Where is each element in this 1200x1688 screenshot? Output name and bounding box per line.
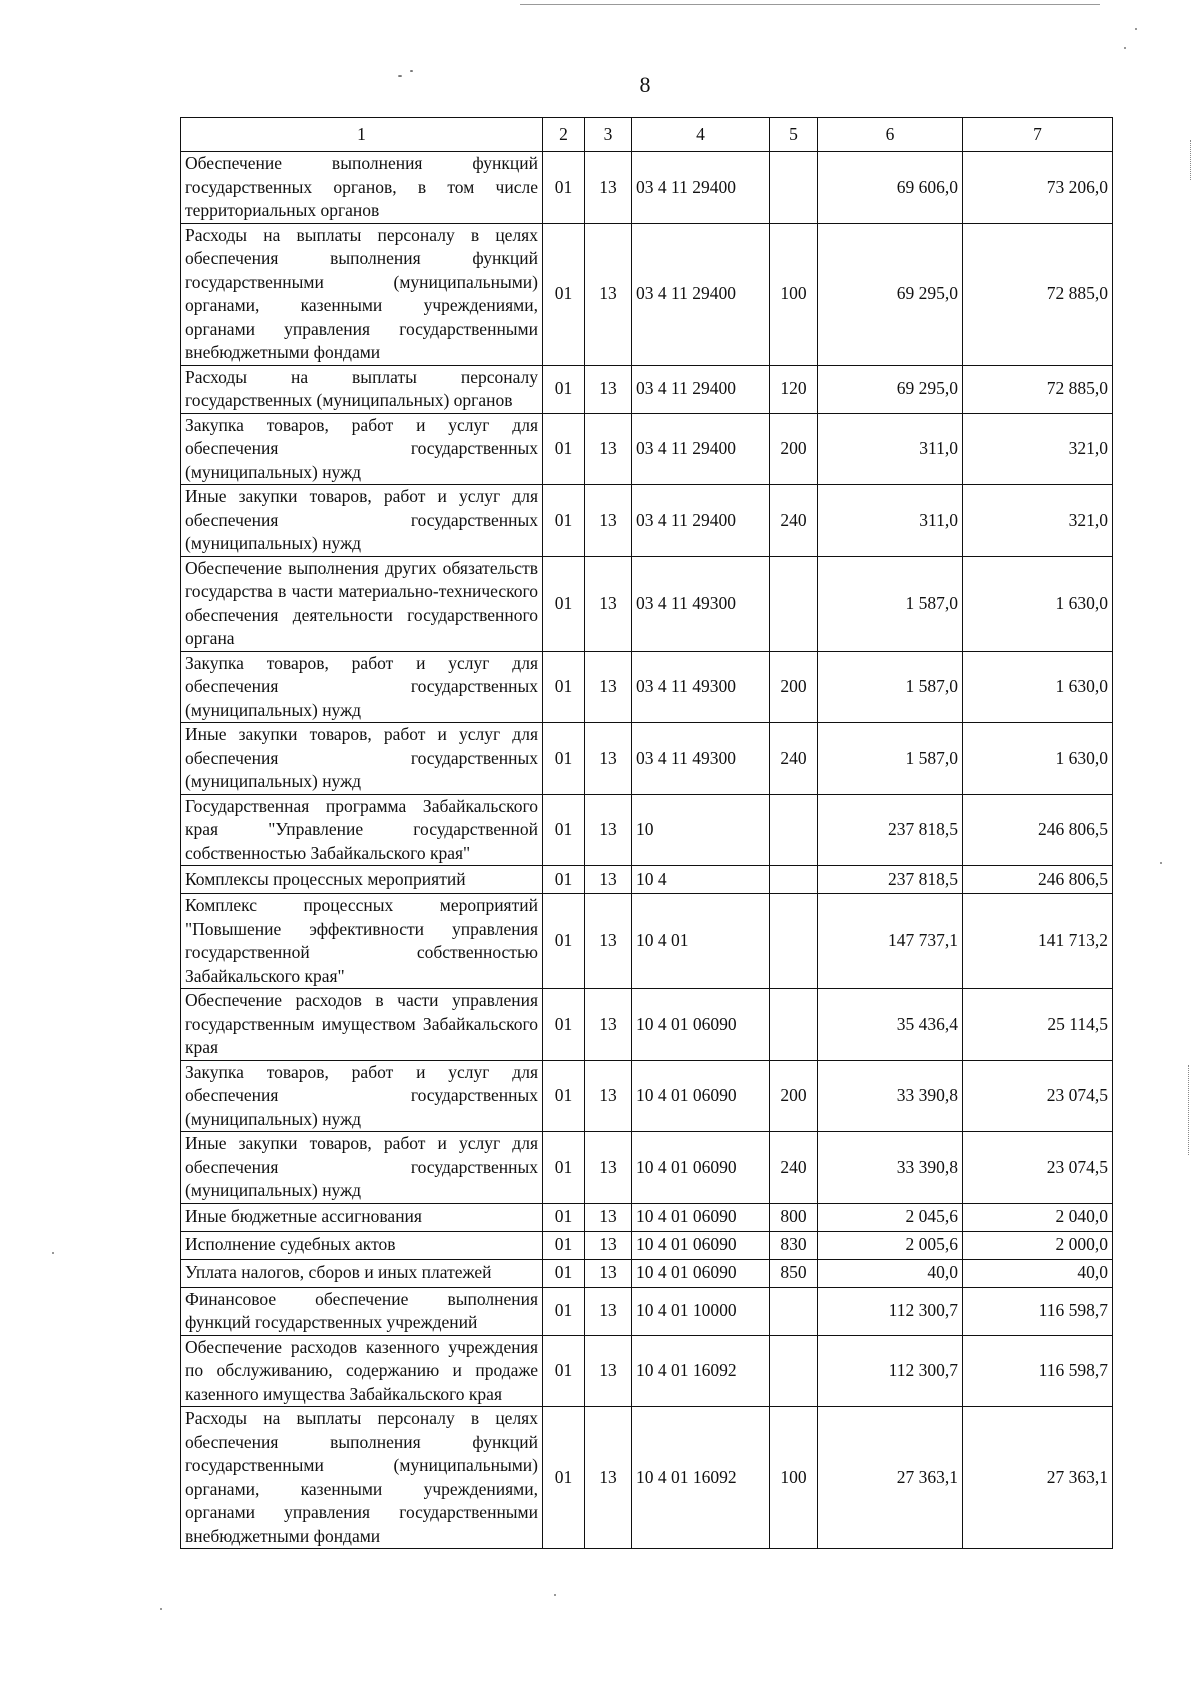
row-sum-year2: 40,0	[963, 1259, 1113, 1287]
row-podrazdel: 13	[585, 894, 632, 989]
row-csr: 10 4	[632, 866, 770, 894]
col-header-sum-year2: 7	[963, 118, 1113, 152]
row-sum-year1: 147 737,1	[818, 894, 963, 989]
table-row	[181, 1287, 1113, 1335]
row-sum-year2: 116 598,7	[963, 1335, 1113, 1407]
row-name: Иные закупки товаров, работ и услуг для обеспечения государственных (муниципальных) нужд	[181, 485, 543, 557]
header-row	[181, 118, 1113, 152]
row-vr: 830	[770, 1231, 818, 1259]
scan-speck	[160, 1608, 162, 1610]
row-sum-year1: 311,0	[818, 413, 963, 485]
row-razdel: 01	[543, 485, 585, 557]
row-csr: 10 4 01 06090	[632, 1259, 770, 1287]
row-sum-year1: 2 045,6	[818, 1203, 963, 1231]
row-vr: 200	[770, 651, 818, 723]
row-razdel: 01	[543, 1060, 585, 1132]
row-sum-year1: 1 587,0	[818, 556, 963, 651]
row-name: Закупка товаров, работ и услуг для обеспечения государственных (муниципальных) нужд	[181, 413, 543, 485]
scan-speck	[52, 1252, 54, 1254]
table-row	[181, 1407, 1113, 1549]
row-csr: 03 4 11 49300	[632, 723, 770, 795]
scan-speck	[398, 75, 402, 77]
table-row	[181, 1132, 1113, 1204]
row-sum-year2: 1 630,0	[963, 723, 1113, 795]
row-vr: 200	[770, 1060, 818, 1132]
row-csr: 03 4 11 29400	[632, 152, 770, 224]
row-csr: 10 4 01 16092	[632, 1335, 770, 1407]
table-row	[181, 989, 1113, 1061]
row-sum-year1: 40,0	[818, 1259, 963, 1287]
row-razdel: 01	[543, 651, 585, 723]
row-sum-year1: 1 587,0	[818, 723, 963, 795]
table-row	[181, 723, 1113, 795]
row-sum-year1: 69 295,0	[818, 365, 963, 413]
row-vr: 800	[770, 1203, 818, 1231]
row-sum-year2: 72 885,0	[963, 365, 1113, 413]
row-razdel: 01	[543, 1287, 585, 1335]
row-name: Финансовое обеспечение выполнения функций государственных учреждений	[181, 1287, 543, 1335]
row-csr: 03 4 11 29400	[632, 223, 770, 365]
row-vr	[770, 152, 818, 224]
row-razdel: 01	[543, 223, 585, 365]
row-podrazdel: 13	[585, 223, 632, 365]
row-razdel: 01	[543, 556, 585, 651]
row-podrazdel: 13	[585, 1407, 632, 1549]
row-sum-year2: 1 630,0	[963, 651, 1113, 723]
row-sum-year1: 33 390,8	[818, 1060, 963, 1132]
scan-speck	[1124, 47, 1126, 49]
row-vr: 240	[770, 485, 818, 557]
row-podrazdel: 13	[585, 989, 632, 1061]
table-row	[181, 223, 1113, 365]
row-vr	[770, 556, 818, 651]
table-row	[181, 413, 1113, 485]
row-vr: 120	[770, 365, 818, 413]
row-razdel: 01	[543, 1132, 585, 1204]
row-vr: 200	[770, 413, 818, 485]
row-name: Государственная программа Забайкальского края "Управление государственной собственностью Забайкальского края"	[181, 794, 543, 866]
table-row	[181, 1203, 1113, 1231]
scan-speck	[1135, 28, 1137, 30]
row-sum-year1: 69 606,0	[818, 152, 963, 224]
table-row	[181, 1335, 1113, 1407]
row-sum-year2: 321,0	[963, 413, 1113, 485]
row-podrazdel: 13	[585, 1259, 632, 1287]
row-csr: 03 4 11 29400	[632, 485, 770, 557]
margin-mark	[1188, 1065, 1189, 1155]
row-sum-year1: 33 390,8	[818, 1132, 963, 1204]
row-csr: 10 4 01 06090	[632, 1203, 770, 1231]
page-number: 8	[639, 72, 651, 97]
row-csr: 10 4 01 06090	[632, 1060, 770, 1132]
row-podrazdel: 13	[585, 413, 632, 485]
row-name: Закупка товаров, работ и услуг для обеспечения государственных (муниципальных) нужд	[181, 651, 543, 723]
row-razdel: 01	[543, 989, 585, 1061]
row-razdel: 01	[543, 1203, 585, 1231]
row-name: Обеспечение расходов казенного учреждения по обслуживанию, содержанию и продаже казенного имущества Забайкальского края	[181, 1335, 543, 1407]
row-razdel: 01	[543, 894, 585, 989]
row-razdel: 01	[543, 866, 585, 894]
row-name: Иные закупки товаров, работ и услуг для обеспечения государственных (муниципальных) нужд	[181, 1132, 543, 1204]
row-name: Уплата налогов, сборов и иных платежей	[181, 1259, 543, 1287]
row-vr	[770, 1287, 818, 1335]
row-sum-year2: 1 630,0	[963, 556, 1113, 651]
row-sum-year2: 25 114,5	[963, 989, 1113, 1061]
row-sum-year1: 311,0	[818, 485, 963, 557]
row-podrazdel: 13	[585, 723, 632, 795]
row-sum-year2: 27 363,1	[963, 1407, 1113, 1549]
row-razdel: 01	[543, 1335, 585, 1407]
row-razdel: 01	[543, 1407, 585, 1549]
table-row	[181, 1231, 1113, 1259]
row-csr: 03 4 11 29400	[632, 413, 770, 485]
row-podrazdel: 13	[585, 1287, 632, 1335]
row-vr: 100	[770, 223, 818, 365]
row-podrazdel: 13	[585, 1060, 632, 1132]
row-razdel: 01	[543, 1231, 585, 1259]
row-sum-year2: 321,0	[963, 485, 1113, 557]
table-row	[181, 1060, 1113, 1132]
table-row	[181, 1259, 1113, 1287]
table-row	[181, 866, 1113, 894]
row-csr: 10	[632, 794, 770, 866]
row-name: Комплексы процессных мероприятий	[181, 866, 543, 894]
row-sum-year2: 23 074,5	[963, 1132, 1113, 1204]
row-vr	[770, 989, 818, 1061]
row-sum-year2: 73 206,0	[963, 152, 1113, 224]
row-name: Расходы на выплаты персоналу в целях обеспечения выполнения функций государственными (муниципальными) органами, казенными учреждениями, органами управления государственными внебюджетными фондами	[181, 223, 543, 365]
table-row	[181, 894, 1113, 989]
row-name: Исполнение судебных актов	[181, 1231, 543, 1259]
row-csr: 10 4 01 16092	[632, 1407, 770, 1549]
row-podrazdel: 13	[585, 1132, 632, 1204]
row-sum-year1: 112 300,7	[818, 1335, 963, 1407]
row-csr: 10 4 01	[632, 894, 770, 989]
row-sum-year2: 246 806,5	[963, 794, 1113, 866]
row-sum-year1: 1 587,0	[818, 651, 963, 723]
row-name: Комплекс процессных мероприятий "Повышение эффективности управления государственной собственностью Забайкальского края"	[181, 894, 543, 989]
row-razdel: 01	[543, 152, 585, 224]
row-razdel: 01	[543, 365, 585, 413]
row-podrazdel: 13	[585, 866, 632, 894]
row-sum-year2: 116 598,7	[963, 1287, 1113, 1335]
row-sum-year2: 141 713,2	[963, 894, 1113, 989]
row-csr: 03 4 11 49300	[632, 651, 770, 723]
row-razdel: 01	[543, 413, 585, 485]
row-vr: 850	[770, 1259, 818, 1287]
row-razdel: 01	[543, 794, 585, 866]
row-sum-year2: 72 885,0	[963, 223, 1113, 365]
row-vr	[770, 894, 818, 989]
row-sum-year1: 27 363,1	[818, 1407, 963, 1549]
row-name: Иные закупки товаров, работ и услуг для обеспечения государственных (муниципальных) нужд	[181, 723, 543, 795]
table-row	[181, 556, 1113, 651]
row-sum-year1: 237 818,5	[818, 866, 963, 894]
row-vr: 100	[770, 1407, 818, 1549]
row-name: Обеспечение выполнения функций государственных органов, в том числе территориальных органов	[181, 152, 543, 224]
row-podrazdel: 13	[585, 651, 632, 723]
row-podrazdel: 13	[585, 1203, 632, 1231]
scan-speck	[554, 1594, 556, 1596]
row-name: Закупка товаров, работ и услуг для обеспечения государственных (муниципальных) нужд	[181, 1060, 543, 1132]
table-row	[181, 651, 1113, 723]
row-podrazdel: 13	[585, 485, 632, 557]
table-row	[181, 485, 1113, 557]
scan-speck	[410, 70, 413, 72]
row-podrazdel: 13	[585, 556, 632, 651]
row-sum-year1: 237 818,5	[818, 794, 963, 866]
table-row	[181, 794, 1113, 866]
col-header-csr: 4	[632, 118, 770, 152]
row-name: Расходы на выплаты персоналу в целях обеспечения выполнения функций государственными (муниципальными) органами, казенными учреждениями, органами управления государственными внебюджетными фондами	[181, 1407, 543, 1549]
row-sum-year2: 2 040,0	[963, 1203, 1113, 1231]
table-row	[181, 152, 1113, 224]
col-header-vr: 5	[770, 118, 818, 152]
row-sum-year1: 2 005,6	[818, 1231, 963, 1259]
row-vr	[770, 794, 818, 866]
margin-mark	[1190, 140, 1191, 180]
row-razdel: 01	[543, 723, 585, 795]
budget-table	[180, 117, 1113, 1549]
row-vr	[770, 1335, 818, 1407]
row-podrazdel: 13	[585, 152, 632, 224]
row-sum-year1: 69 295,0	[818, 223, 963, 365]
row-name: Обеспечение расходов в части управления государственным имуществом Забайкальского края	[181, 989, 543, 1061]
row-podrazdel: 13	[585, 365, 632, 413]
row-name: Обеспечение выполнения других обязательств государства в части материально-технического обеспечения деятельности государственного органа	[181, 556, 543, 651]
row-sum-year2: 2 000,0	[963, 1231, 1113, 1259]
row-sum-year2: 246 806,5	[963, 866, 1113, 894]
col-header-razdel: 2	[543, 118, 585, 152]
row-vr: 240	[770, 1132, 818, 1204]
col-header-name: 1	[181, 118, 543, 152]
scan-speck	[1160, 862, 1162, 864]
col-header-podrazdel: 3	[585, 118, 632, 152]
row-sum-year1: 112 300,7	[818, 1287, 963, 1335]
row-podrazdel: 13	[585, 1335, 632, 1407]
row-razdel: 01	[543, 1259, 585, 1287]
row-csr: 03 4 11 49300	[632, 556, 770, 651]
table-row	[181, 365, 1113, 413]
row-csr: 10 4 01 10000	[632, 1287, 770, 1335]
row-csr: 10 4 01 06090	[632, 989, 770, 1061]
row-csr: 10 4 01 06090	[632, 1132, 770, 1204]
row-sum-year1: 35 436,4	[818, 989, 963, 1061]
row-name: Расходы на выплаты персоналу государственных (муниципальных) органов	[181, 365, 543, 413]
row-csr: 10 4 01 06090	[632, 1231, 770, 1259]
row-vr: 240	[770, 723, 818, 795]
row-csr: 03 4 11 29400	[632, 365, 770, 413]
row-name: Иные бюджетные ассигнования	[181, 1203, 543, 1231]
row-sum-year2: 23 074,5	[963, 1060, 1113, 1132]
row-podrazdel: 13	[585, 1231, 632, 1259]
row-podrazdel: 13	[585, 794, 632, 866]
col-header-sum-year1: 6	[818, 118, 963, 152]
row-vr	[770, 866, 818, 894]
top-rule	[520, 4, 1100, 5]
